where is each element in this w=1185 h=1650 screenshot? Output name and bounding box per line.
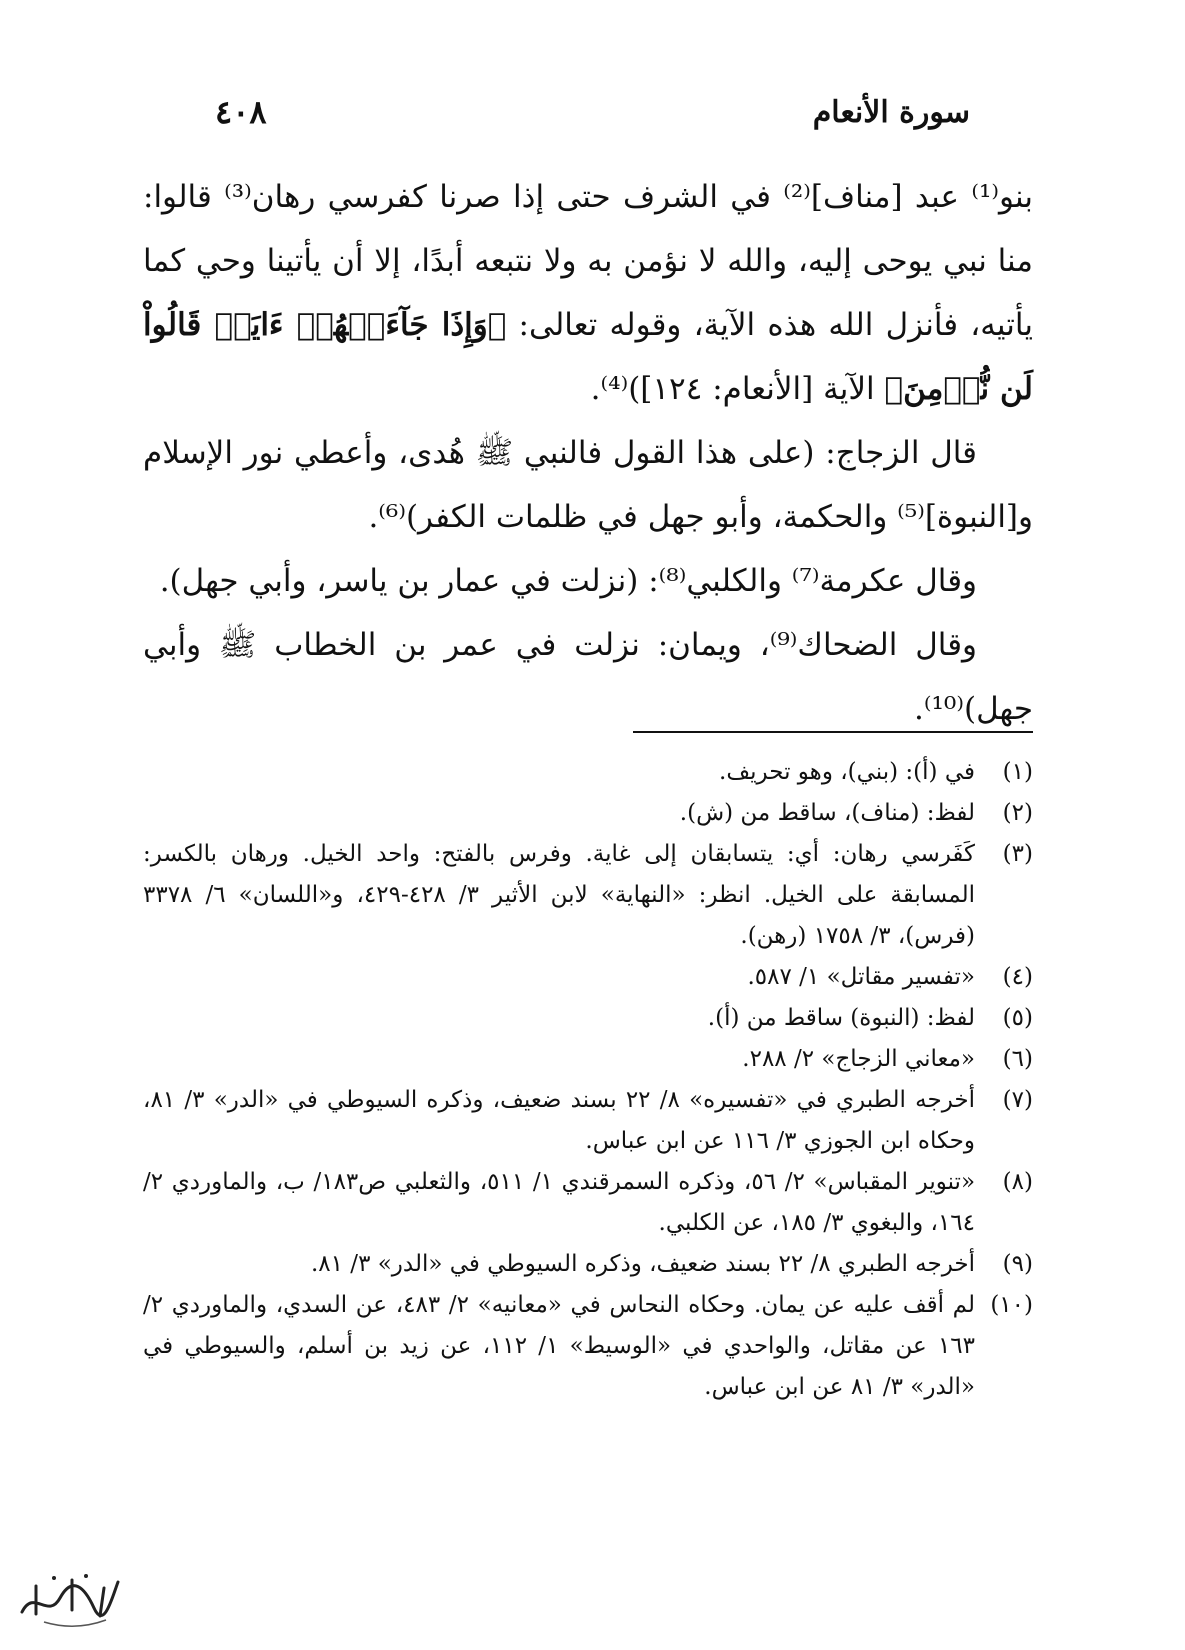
- footnote-number: (٢): [1002, 800, 1033, 826]
- footnote-text: في (أ): (بني)، وهو تحريف.: [719, 759, 975, 785]
- footnote-text: «معاني الزجاج» ٢/ ٢٨٨.: [742, 1046, 975, 1072]
- footnote-text: لفظ: (مناف)، ساقط من (ش).: [679, 800, 975, 826]
- paragraph-1: [143, 165, 1033, 421]
- footnote-2: [143, 793, 1033, 834]
- footnote-7: [143, 1080, 1033, 1162]
- footnote-text: «تفسير مقاتل» ١/ ٥٨٧.: [747, 964, 975, 990]
- running-header: [215, 88, 970, 136]
- footnote-number: (٥): [1002, 1005, 1033, 1031]
- footnote-text: أخرجه الطبري ٨/ ٢٢ بسند ضعيف، وذكره السيوطي في «الدر» ٣/ ٨١.: [310, 1251, 975, 1277]
- footnote-number: (٣): [1002, 841, 1033, 867]
- paragraph-1-tail: الآية [الأنعام: ١٢٤])⁽⁴⁾.: [590, 371, 875, 407]
- page-number: ٤٠٨: [215, 93, 267, 131]
- footnote-number: (٧): [1002, 1087, 1033, 1113]
- footnote-text: «تنوير المقباس» ٢/ ٥٦، وذكره السمرقندي ١/ ٥١١، والثعلبي ص١٨٣/ ب، والماوردي ٢/ ١٦٤، والبغوي ٣/ ١٨٥، عن الكلبي.: [143, 1169, 976, 1236]
- footnote-number: (٩): [1002, 1251, 1033, 1277]
- footnote-3: [143, 834, 1033, 957]
- paragraph-2: قال الزجاج: (على هذا القول فالنبي ﷺ هُدى، وأعطي نور الإسلام و[النبوة]⁽⁵⁾ والحكمة، وأبو جهل في ظلمات الكفر)⁽⁶⁾.: [143, 435, 1033, 535]
- footnote-1: [143, 752, 1033, 793]
- footnote-number: (١٠): [990, 1292, 1033, 1318]
- footnote-4: [143, 957, 1033, 998]
- footnote-5: [143, 998, 1033, 1039]
- footnote-number: (٤): [1002, 964, 1033, 990]
- footnote-text: لفظ: (النبوة) ساقط من (أ).: [707, 1005, 975, 1031]
- footnote-8: [143, 1162, 1033, 1244]
- publisher-logo: [14, 1568, 124, 1632]
- footnote-text: لم أقف عليه عن يمان. وحكاه النحاس في «معانيه» ٢/ ٤٨٣، عن السدي، والماوردي ٢/ ١٦٣ عن مقاتل، والواحدي في «الوسيط» ١/ ١١٢، عن زيد بن أسلم، والسيوطي في «الدر» ٣/ ٨١ عن ابن عباس.: [143, 1292, 975, 1400]
- footnote-10: [143, 1285, 1033, 1408]
- footnote-text: كَفَرسي رهان: أي: يتسابقان إلى غاية. وفرس بالفتح: واحد الخيل. ورهان بالكسر: المسابقة على الخيل. انظر: «النهاية» لابن الأثير ٣/ ٤٢٨-٤٢٩، و«اللسان» ٦/ ٣٣٧٨ (فرس)، ٣/ ١٧٥٨ (رهن).: [143, 841, 975, 949]
- footnote-number: (٦): [1002, 1046, 1033, 1072]
- footnote-number: (٨): [1002, 1169, 1033, 1195]
- paragraph-4: وقال الضحاك⁽⁹⁾، ويمان: نزلت في عمر بن الخطاب ﷺ وأبي جهل)⁽¹⁰⁾.: [143, 627, 1033, 727]
- footnote-text: أخرجه الطبري في «تفسيره» ٨/ ٢٢ بسند ضعيف، وذكره السيوطي في «الدر» ٣/ ٨١، وحكاه ابن الجوزي ٣/ ١١٦ عن ابن عباس.: [143, 1087, 975, 1154]
- paragraph-3: وقال عكرمة⁽⁷⁾ والكلبي⁽⁸⁾: (نزلت في عمار بن ياسر، وأبي جهل).: [159, 563, 977, 599]
- footnote-divider: [633, 731, 1033, 733]
- footnote-9: [143, 1244, 1033, 1285]
- footnotes: [143, 752, 1033, 1408]
- main-text: [143, 165, 1033, 741]
- footnote-number: (١): [1002, 759, 1033, 785]
- surah-title: سورة الأنعام: [812, 94, 970, 130]
- paragraph-1-text: بنو⁽¹⁾ عبد [مناف]⁽²⁾ في الشرف حتى إذا صرنا كفرسي رهان⁽³⁾ قالوا: منا نبي يوحى إليه، والله لا نؤمن به ولا نتبعه أبدًا، إلا أن يأتينا وحي كما يأتيه، فأنزل الله هذه الآية، وقوله تعالى:: [143, 179, 1034, 343]
- quran-verse: ﴿وَإِذَا جَآءَتۡهُمۡ ءَايَةٞ قَالُواْ لَن نُّؤۡمِنَ﴾: [143, 307, 1033, 407]
- footnote-6: [143, 1039, 1033, 1080]
